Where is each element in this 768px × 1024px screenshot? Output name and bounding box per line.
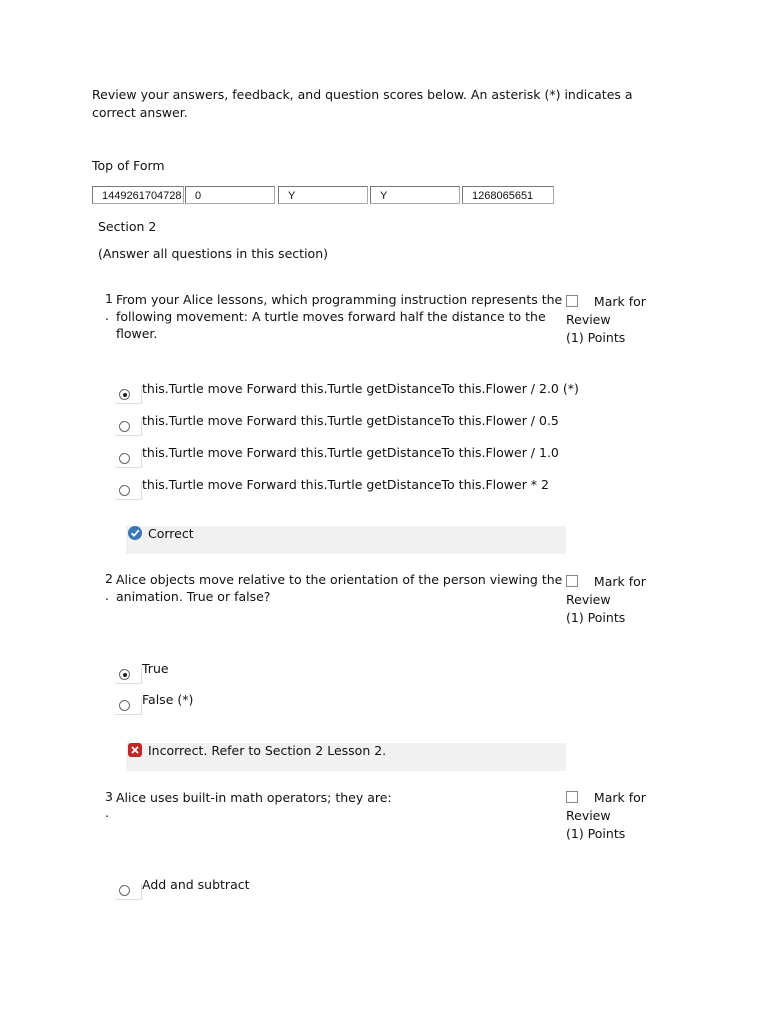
question-number: 1 [105,291,113,306]
radio-frame [115,387,142,404]
hidden-field-3[interactable]: Y [278,186,368,204]
mark-for-review-label: Mark for [593,790,646,805]
hidden-field-4[interactable]: Y [370,186,460,204]
question-1-number [105,291,113,306]
answer-label: this.Turtle move Forward this.Turtle getDistanceTo this.Flower / 1.0 [142,445,559,460]
question-1-mark-for-review [566,293,656,347]
question-2-number [105,571,113,586]
question-3-mark-for-review [566,789,656,843]
review-intro: Review your answers, feedback, and question scores below. An asterisk (*) indicates a correct answer. [92,87,633,120]
question-1-text [116,291,566,342]
radio-button-selected[interactable] [119,389,130,400]
answer-label: False (*) [142,692,194,707]
radio-button[interactable] [119,485,130,496]
radio-frame [115,451,142,468]
question-3-number [105,789,113,804]
radio-button[interactable] [119,700,130,711]
question-3-text [116,789,566,806]
top-of-form-label: Top of Form [92,158,165,173]
question-text-line: Alice uses built-in math operators; they are: [116,790,392,805]
question-text-line: Alice objects move relative to the orientation of the person viewing the [116,572,563,587]
feedback-correct [126,526,566,554]
question-points: (1) Points [566,826,626,841]
question-text-line: following movement: A turtle moves forward half the distance to the flower. [116,309,546,341]
answer-label: this.Turtle move Forward this.Turtle getDistanceTo this.Flower * 2 [142,477,549,492]
hidden-field-1[interactable]: 1449261704728 [92,186,184,204]
answer-label: Add and subtract [142,877,250,892]
question-number: 2 [105,571,113,586]
feedback-text: Correct [148,526,194,541]
radio-frame [115,419,142,436]
question-2-mark-for-review [566,573,656,627]
question-text-line: animation. True or false? [116,589,271,604]
question-1-dot: . [105,308,109,323]
question-3-dot: . [105,805,109,820]
radio-button[interactable] [119,885,130,896]
hidden-field-2[interactable]: 0 [185,186,275,204]
answer-label: this.Turtle move Forward this.Turtle getDistanceTo this.Flower / 0.5 [142,413,559,428]
question-2-text [116,571,566,605]
radio-button-selected[interactable] [119,669,130,680]
feedback-text: Incorrect. Refer to Section 2 Lesson 2. [148,743,387,758]
radio-frame [115,483,142,500]
mark-for-review-checkbox[interactable] [566,295,578,307]
mark-for-review-checkbox[interactable] [566,791,578,803]
feedback-incorrect [126,743,566,771]
section-title: Section 2 [98,219,157,234]
mark-for-review-label-2: Review [566,592,611,607]
question-text-line: From your Alice lessons, which programming instruction represents the [116,292,563,307]
radio-frame [115,883,142,900]
answer-label: this.Turtle move Forward this.Turtle getDistanceTo this.Flower / 2.0 (*) [142,381,579,396]
mark-for-review-label-2: Review [566,312,611,327]
question-points: (1) Points [566,610,626,625]
radio-button[interactable] [119,453,130,464]
mark-for-review-label-2: Review [566,808,611,823]
question-2-dot: . [105,588,109,603]
mark-for-review-label: Mark for [593,574,646,589]
answer-label: True [142,661,169,676]
mark-for-review-label: Mark for [593,294,646,309]
section-instructions: (Answer all questions in this section) [98,246,329,261]
hidden-field-5[interactable]: 1268065651 [462,186,554,204]
question-number: 3 [105,789,113,804]
radio-frame [115,667,142,684]
question-points: (1) Points [566,330,626,345]
radio-button[interactable] [119,421,130,432]
mark-for-review-checkbox[interactable] [566,575,578,587]
radio-frame [115,698,142,715]
error-x-icon [128,743,142,757]
checkmark-icon [128,526,142,540]
